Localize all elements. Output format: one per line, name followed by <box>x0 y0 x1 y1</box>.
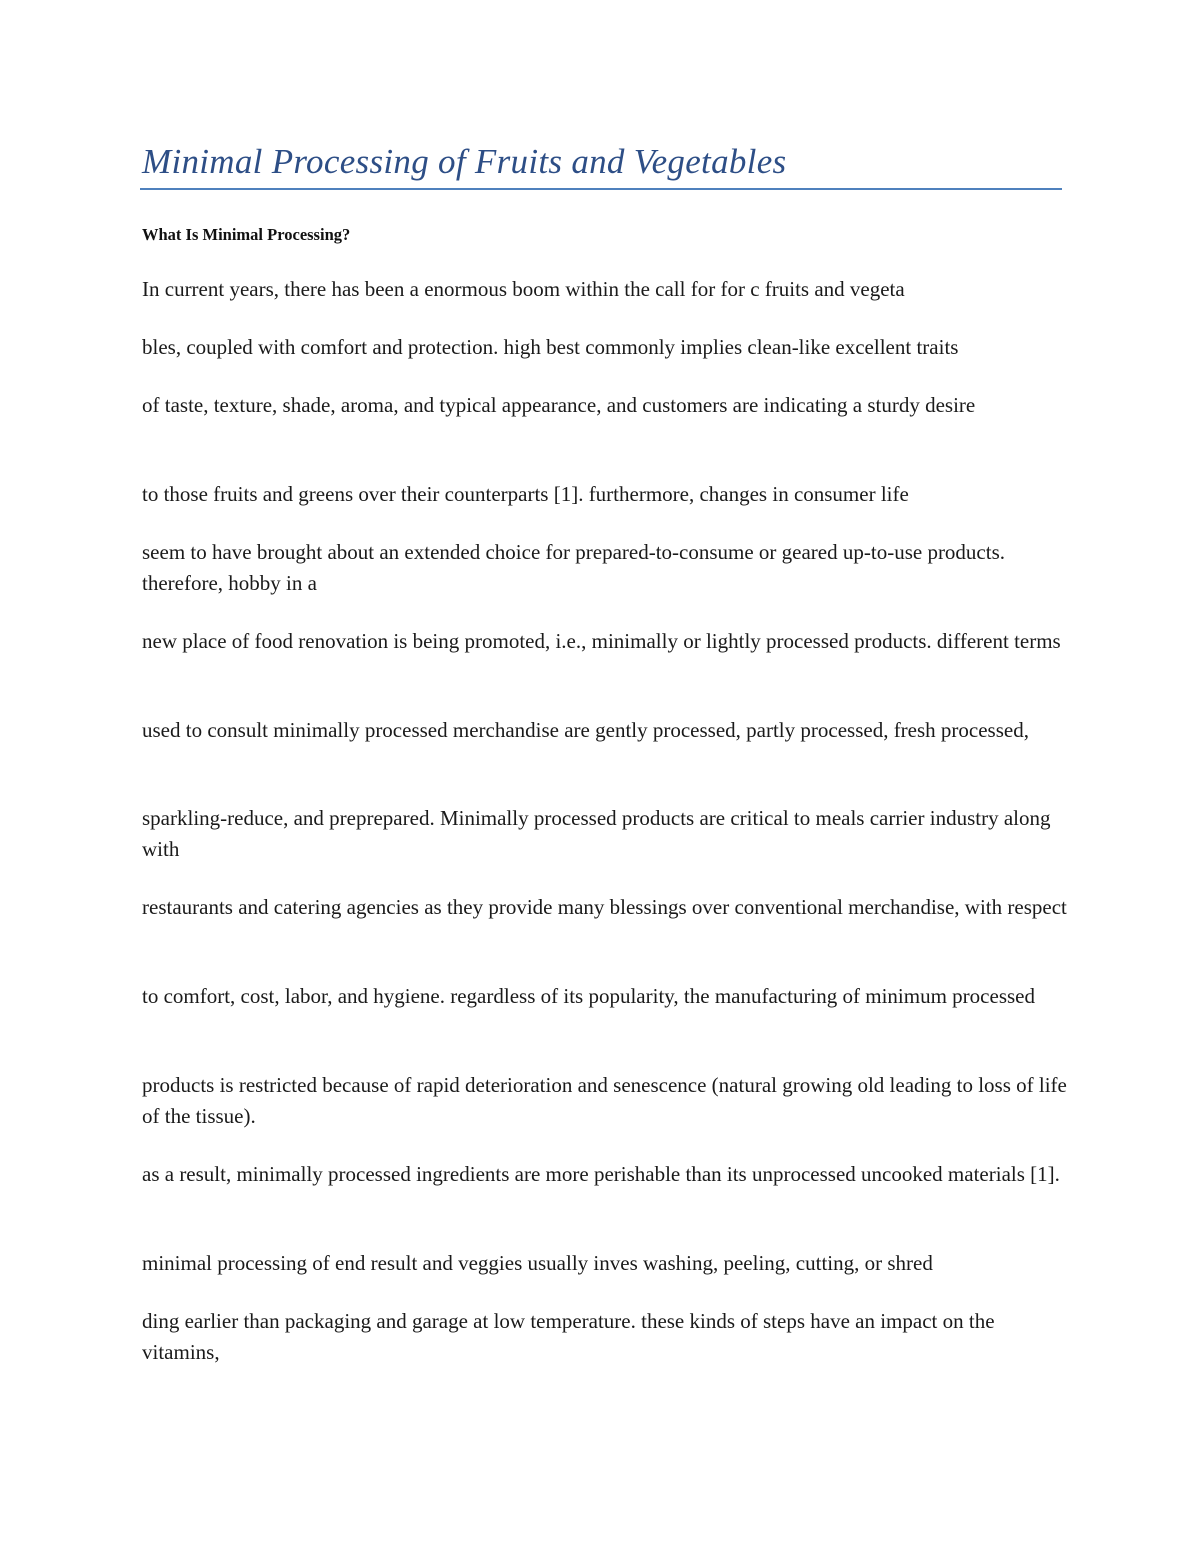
paragraph: sparkling-reduce, and preprepared. Minimally processed products are critical to meals carrier industry along with <box>142 806 1051 861</box>
paragraph: ding earlier than packaging and garage at low temperature. these kinds of steps have an impact on the vitamins, <box>142 1309 995 1364</box>
document-title: Minimal Processing of Fruits and Vegetables <box>142 142 787 181</box>
paragraph: In current years, there has been a enormous boom within the call for for c fruits and vegeta <box>142 277 905 301</box>
paragraph: to comfort, cost, labor, and hygiene. regardless of its popularity, the manufacturing of minimum processed <box>142 984 1035 1008</box>
paragraph: minimal processing of end result and veggies usually inves washing, peeling, cutting, or shred <box>142 1251 933 1275</box>
paragraph: to those fruits and greens over their counterparts [1]. furthermore, changes in consumer life <box>142 482 909 506</box>
paragraph: seem to have brought about an extended choice for prepared-to-consume or geared up-to-use products. therefore, hobby in a <box>142 540 1006 595</box>
paragraph: products is restricted because of rapid deterioration and senescence (natural growing old leading to loss of life of the tissue). <box>142 1073 1067 1128</box>
paragraph: new place of food renovation is being promoted, i.e., minimally or lightly processed products. different terms <box>142 629 1061 653</box>
paragraph: bles, coupled with comfort and protection. high best commonly implies clean-like excellent traits <box>142 335 959 359</box>
paragraph: as a result, minimally processed ingredients are more perishable than its unprocessed uncooked materials [1]. <box>142 1162 1060 1186</box>
paragraph: of taste, texture, shade, aroma, and typical appearance, and customers are indicating a sturdy desire <box>142 393 976 417</box>
paragraph: used to consult minimally processed merchandise are gently processed, partly processed, fresh processed, <box>142 718 1029 742</box>
section-heading: What Is Minimal Processing? <box>142 225 351 244</box>
title-underline-rule <box>140 188 1062 190</box>
paragraph: restaurants and catering agencies as they provide many blessings over conventional merchandise, with respect <box>142 895 1067 919</box>
